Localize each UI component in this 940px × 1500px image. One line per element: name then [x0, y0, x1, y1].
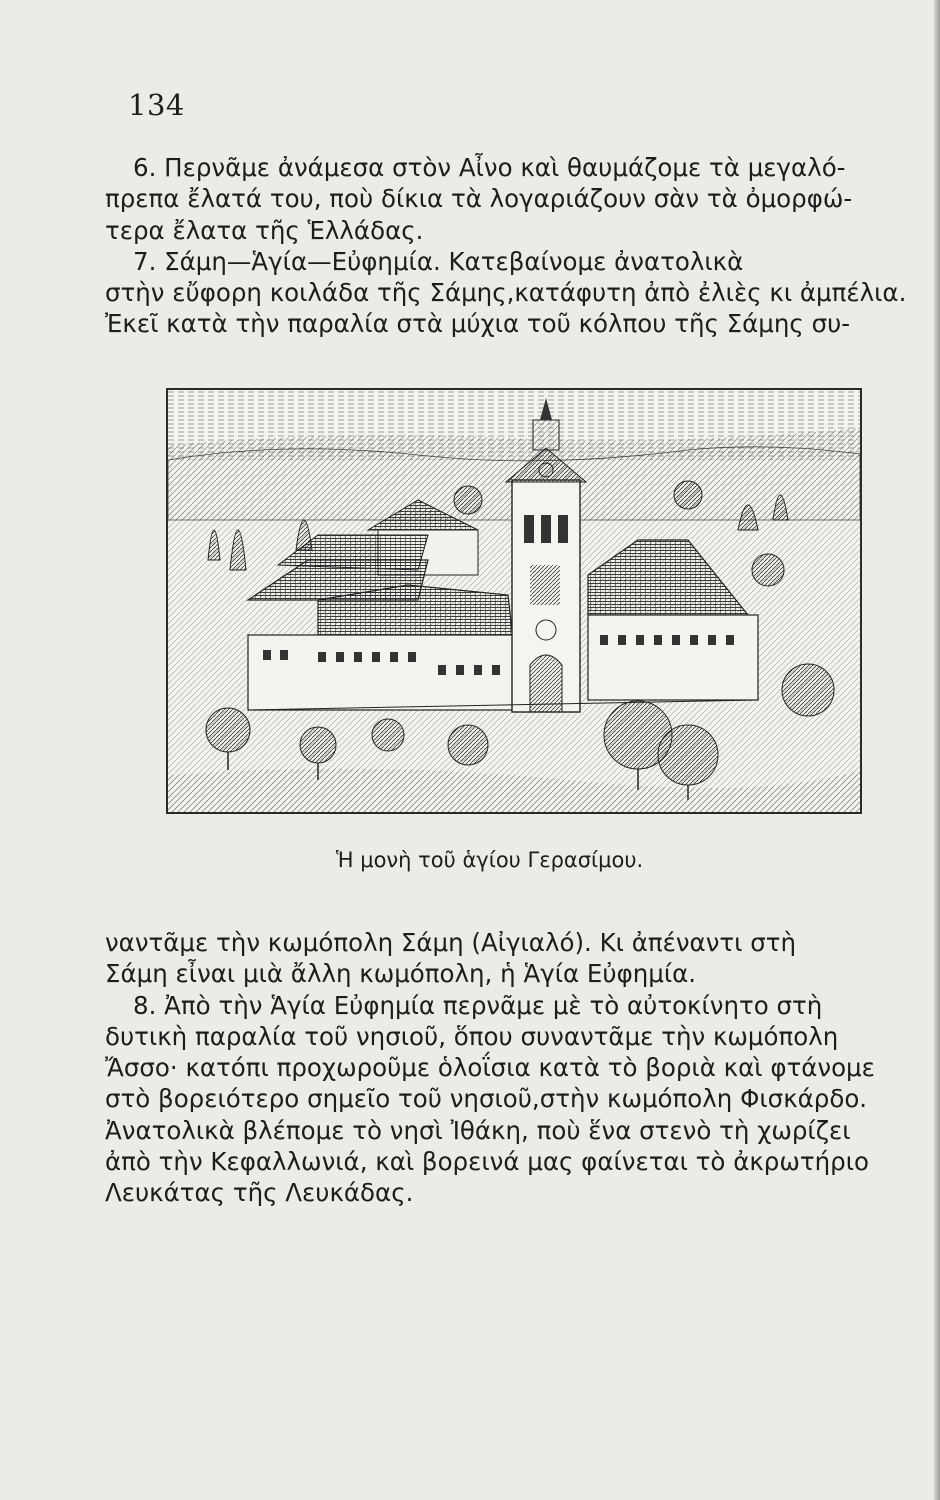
body-text-top [105, 152, 905, 340]
text-line: πρεπα ἔλατά του, ποὺ δίκια τὰ λογαριάζουν σὰν τὰ ὀμορφώ- [105, 184, 853, 214]
text-line: δυτικὴ παραλία τοῦ νησιοῦ, ὅπου συναντᾶμε τὴν κωμόπολη [105, 1021, 839, 1051]
text-line: ἀπὸ τὴν Κεφαλλωνιά, καὶ βορεινά μας φαίνεται τὸ ἀκρωτήριο [105, 1147, 869, 1177]
monastery-illustration [166, 388, 862, 814]
text-line: Ἐκεῖ κατὰ τὴν παραλία στὰ μύχια τοῦ κόλπου τῆς Σάμης συ- [105, 309, 851, 339]
text-line: στὴν εὔφορη κοιλάδα τῆς Σάμης,κατάφυτη ἀπὸ ἐλιὲς κι ἀμπέλια. [105, 278, 907, 308]
text-line: στὸ βορειότερο σημεῖο τοῦ νησιοῦ,στὴν κωμόπολη Φισκάρδο. [105, 1084, 868, 1114]
page-edge [934, 0, 940, 1500]
body-text-bottom [105, 927, 905, 1209]
text-line: ναντᾶμε τὴν κωμόπολη Σάμη (Αἰγιαλό). Κι ἀπέναντι στὴ [105, 928, 797, 957]
text-line: Λευκάτας τῆς Λευκάδας. [105, 1178, 414, 1208]
figure-caption: Ἡ μονὴ τοῦ ἁγίου Γερασίμου. [336, 848, 644, 872]
text-line: Ἀνατολικὰ βλέπομε τὸ νησὶ Ἰθάκη, ποὺ ἕνα στενὸ τὴ χωρίζει [105, 1115, 851, 1145]
text-line: Σάμη εἶναι μιὰ ἄλλη κωμόπολη, ἡ Ἁγία Εὐφημία. [105, 959, 697, 989]
text-line: 6. Περνᾶμε ἀνάμεσα στὸν Αἶνο καὶ θαυμάζομε τὰ μεγαλό- [133, 153, 846, 182]
text-line: 7. Σάμη—Ἁγία—Εὐφημία. Κατεβαίνομε ἀνατολικὰ [133, 246, 744, 276]
text-line: 8. Ἀπὸ τὴν Ἁγία Εὐφημία περνᾶμε μὲ τὸ αὐτοκίνητο στὴ [133, 990, 823, 1020]
text-line: Ἄσσο· κατόπι προχωροῦμε ὁλοΐσια κατὰ τὸ βοριὰ καὶ φτάνομε [105, 1053, 875, 1083]
text-line: τερα ἔλατα τῆς Ἑλλάδας. [105, 215, 424, 245]
monastery-engraving [168, 390, 860, 812]
page-number: 134 [128, 88, 185, 122]
